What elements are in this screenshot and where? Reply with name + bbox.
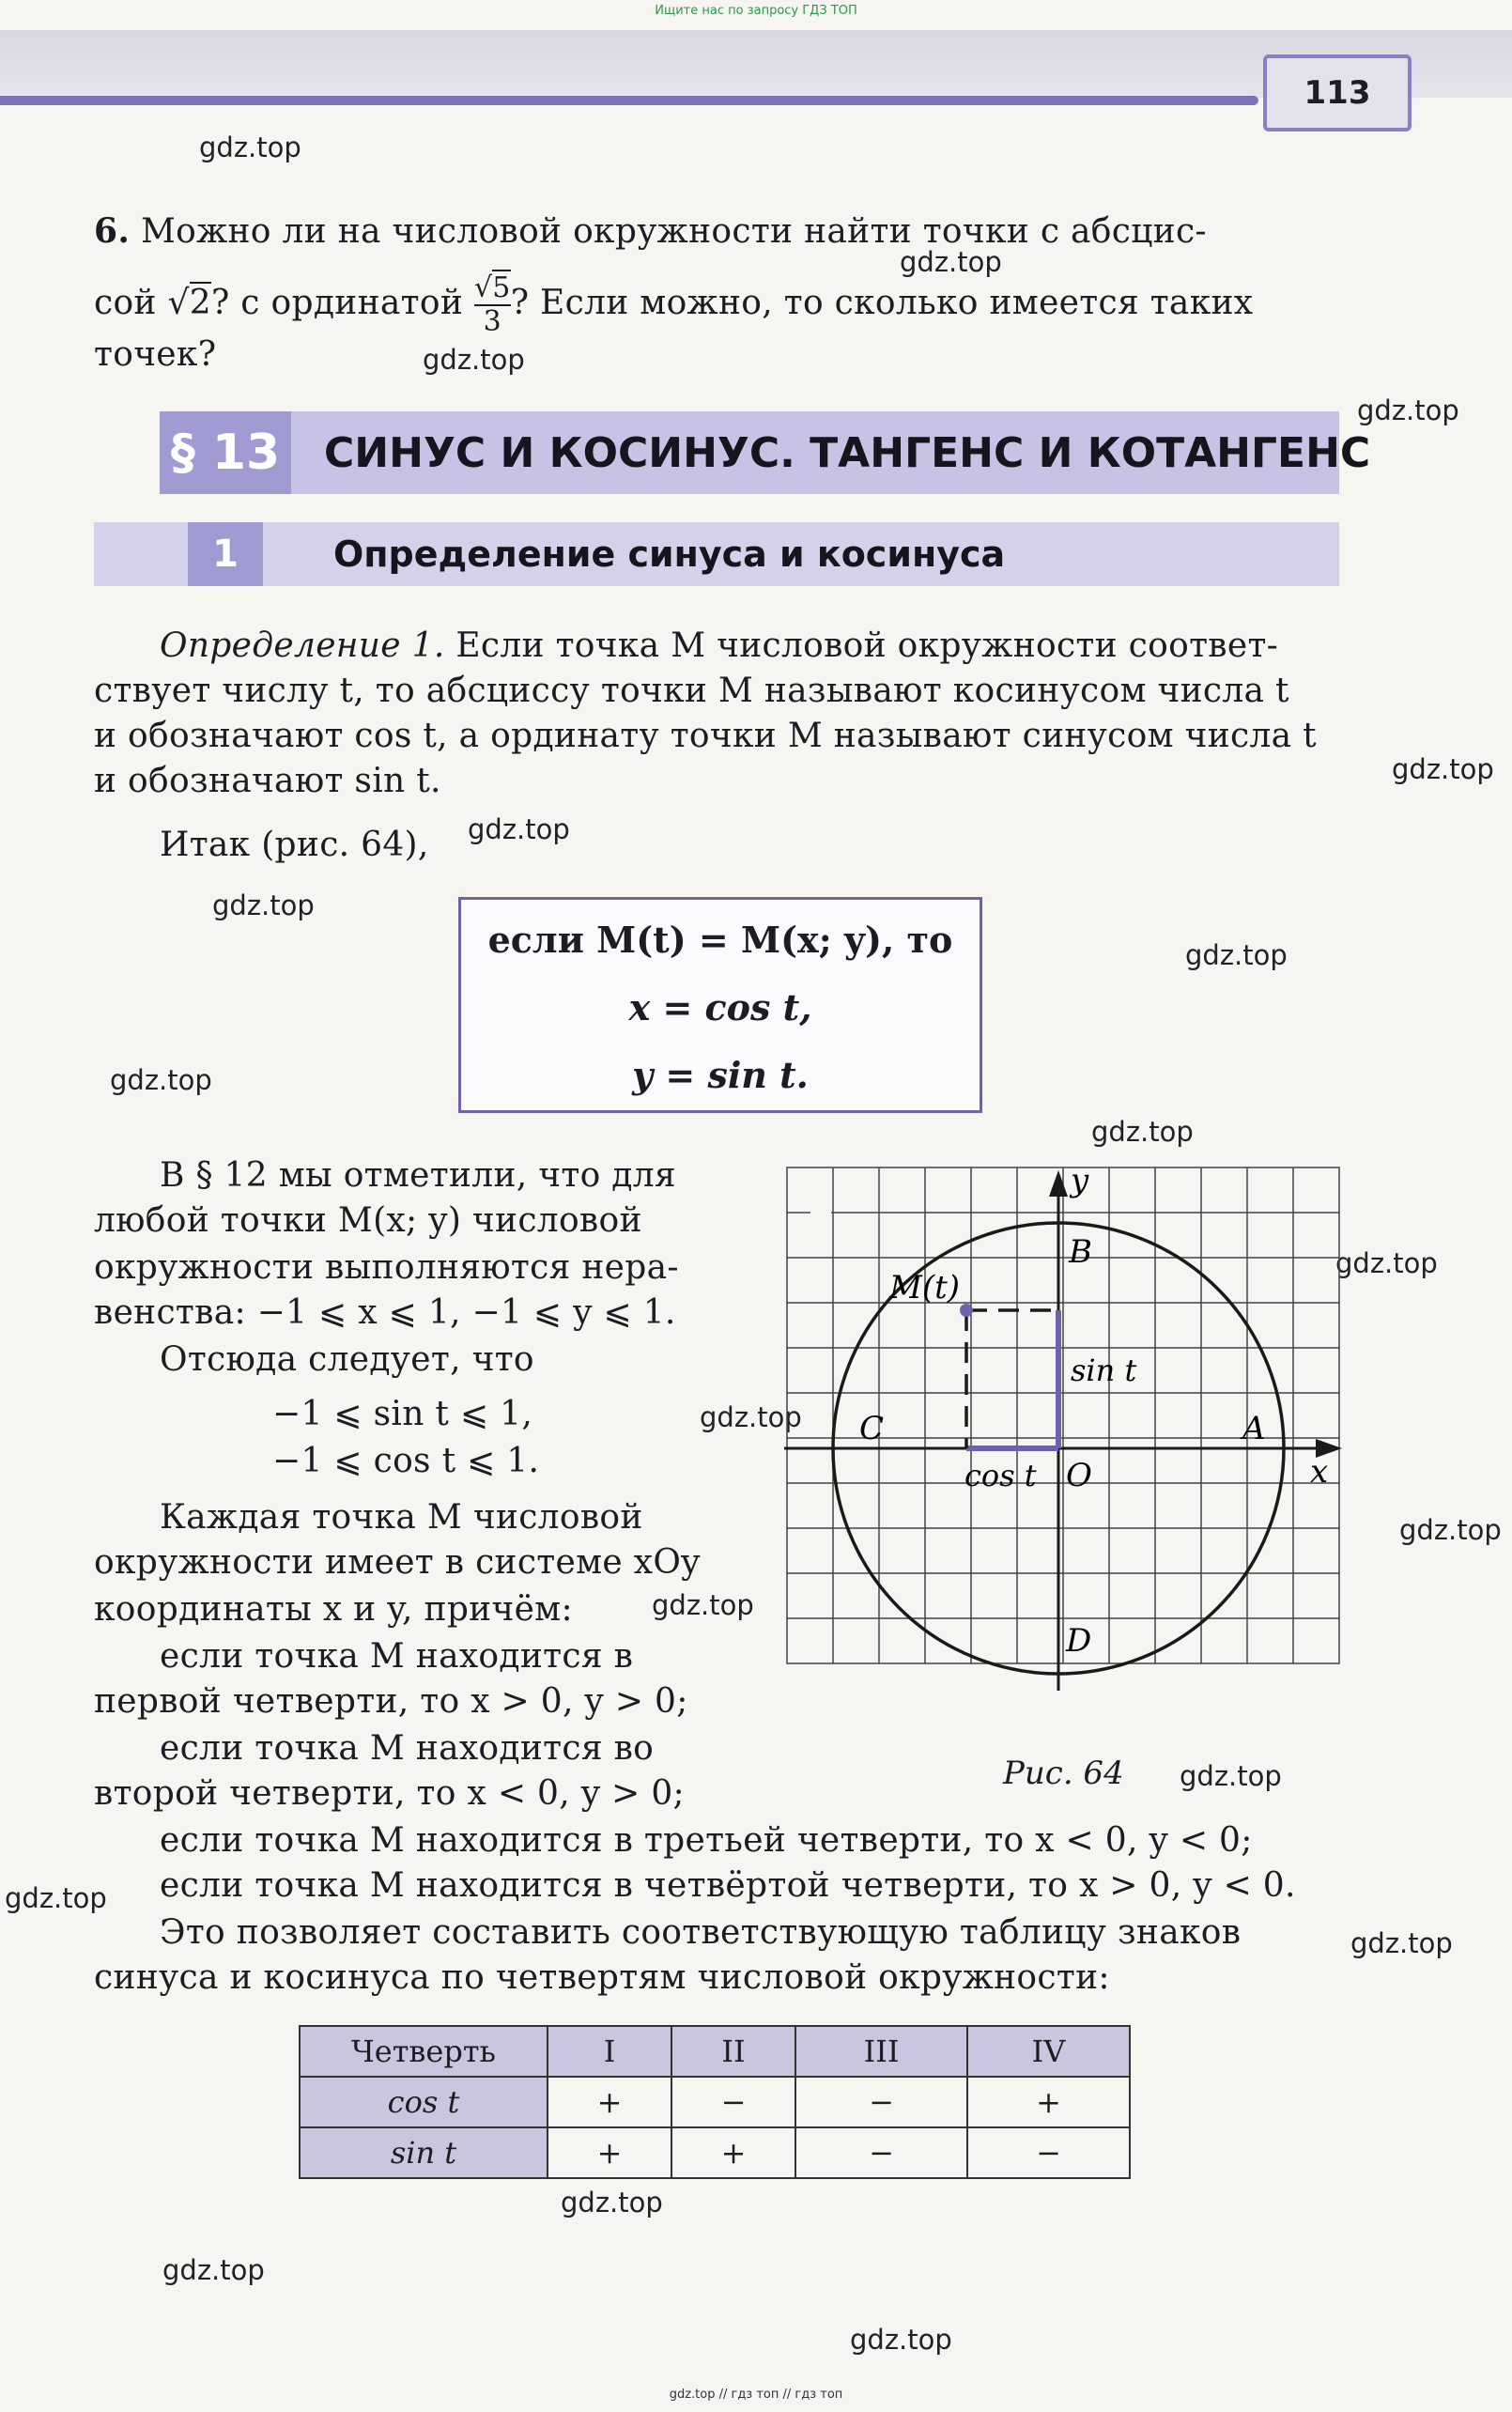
watermark: gdz.top xyxy=(1350,1927,1453,1959)
definition-line: и обозначают sin t. xyxy=(94,762,441,800)
definition-line: и обозначают cos t, а ординату точки M называют синусом числа t xyxy=(94,717,1317,755)
watermark: gdz.top xyxy=(162,2254,265,2286)
table-row xyxy=(300,2127,1130,2178)
body-line: координаты x и y, причём: xyxy=(94,1590,573,1629)
table-header-cell: IV xyxy=(967,2026,1130,2077)
table-cell: + xyxy=(967,2077,1130,2127)
table-cell: + xyxy=(671,2127,795,2178)
point-m xyxy=(960,1304,973,1317)
exercise-number: 6. xyxy=(94,211,131,251)
section-title: СИНУС И КОСИНУС. ТАНГЕНС И КОТАНГЕНС xyxy=(324,428,1371,477)
watermark: gdz.top xyxy=(110,1064,212,1096)
body-line: окружности имеет в системе xOy xyxy=(94,1543,701,1582)
body-line: если точка M находится в четвёртой четверти, то x > 0, y < 0. xyxy=(160,1866,1296,1905)
watermark: gdz.top xyxy=(1335,1247,1438,1279)
watermark: gdz.top xyxy=(652,1589,754,1621)
table-cell: − xyxy=(671,2077,795,2127)
exercise-line: сой √2? с ординатой $\frac{√5}{3}$ ? Если можно, то сколько имеется таких xyxy=(94,271,1254,338)
watermark: gdz.top xyxy=(1399,1514,1502,1546)
table-row xyxy=(300,2077,1130,2127)
watermark: gdz.top xyxy=(1180,1760,1282,1792)
fraction: $\frac{√5}{3}$ xyxy=(473,271,511,338)
watermark: gdz.top xyxy=(199,131,301,163)
watermark: gdz.top xyxy=(1357,394,1459,426)
label-a: A xyxy=(1242,1410,1266,1447)
formula-line: x = cos t, xyxy=(628,986,812,1028)
watermark: gdz.top xyxy=(212,889,315,921)
body-line: второй четверти, то x < 0, y > 0; xyxy=(94,1774,685,1813)
formula-box xyxy=(458,897,982,1113)
watermark: gdz.top xyxy=(1392,753,1494,785)
body-line: −1 ⩽ sin t ⩽ 1, xyxy=(272,1395,533,1433)
table-header-cell: III xyxy=(795,2026,967,2077)
label-o: O xyxy=(1066,1457,1092,1494)
label-sin: sin t xyxy=(1071,1353,1137,1388)
label-d: D xyxy=(1066,1622,1092,1660)
label-cos: cos t xyxy=(964,1458,1037,1493)
top-note: Ищите нас по запросу ГДЗ ТОП xyxy=(655,4,857,18)
label-x: x xyxy=(1310,1453,1329,1491)
table-header-row xyxy=(300,2026,1130,2077)
figure-caption: Рис. 64 xyxy=(1003,1755,1124,1792)
header-rule xyxy=(0,96,1258,105)
watermark: gdz.top xyxy=(423,344,525,376)
formula-line: если M(t) = M(x; y), то xyxy=(487,919,953,961)
definition-line: ствует числу t, то абсциссу точки M называют косинусом числа t xyxy=(94,672,1289,710)
sqrt-expression: √2 xyxy=(167,284,211,322)
subsection-title: Определение синуса и косинуса xyxy=(333,533,1006,575)
unit-circle-figure xyxy=(784,1165,1348,1691)
body-line: Отсюда следует, что xyxy=(160,1340,534,1379)
table-row-label: sin t xyxy=(300,2127,548,2178)
sign-table xyxy=(299,2025,1131,2179)
label-b: B xyxy=(1069,1233,1092,1271)
section-number: § 13 xyxy=(160,411,291,494)
table-header-cell: I xyxy=(548,2026,671,2077)
body-line: если точка M находится в третьей четверти, то x < 0, y < 0; xyxy=(160,1821,1253,1860)
body-line: любой точки M(x; y) числовой xyxy=(94,1201,642,1240)
definition-line: Определение 1. Если точка M числовой окружности соответ- xyxy=(94,624,1343,669)
body-line: В § 12 мы отметили, что для xyxy=(160,1156,676,1195)
table-cell: + xyxy=(548,2127,671,2178)
label-mt: M(t) xyxy=(889,1269,961,1306)
body-line: синуса и косинуса по четвертям числовой окружности: xyxy=(94,1958,1110,1997)
watermark: gdz.top xyxy=(1185,939,1288,971)
table-cell: − xyxy=(967,2127,1130,2178)
watermark: gdz.top xyxy=(561,2187,663,2219)
watermark: gdz.top xyxy=(5,1882,107,1914)
body-line: −1 ⩽ cos t ⩽ 1. xyxy=(272,1442,540,1480)
watermark: gdz.top xyxy=(700,1401,802,1433)
label-c: C xyxy=(859,1410,885,1447)
table-header-cell: Четверть xyxy=(300,2026,548,2077)
label-y: y xyxy=(1071,1165,1089,1199)
definition-label: Определение 1. xyxy=(160,626,445,665)
page-number: 113 xyxy=(1263,54,1412,131)
body-line: Каждая точка M числовой xyxy=(160,1498,643,1537)
watermark: gdz.top xyxy=(900,246,1002,278)
watermark: gdz.top xyxy=(1091,1116,1194,1148)
body-line: окружности выполняются нера- xyxy=(94,1248,679,1287)
exercise-line: 6. Можно ли на числовой окружности найти точки с абсцис- xyxy=(94,211,1207,251)
body-line: венства: −1 ⩽ x ⩽ 1, −1 ⩽ y ⩽ 1. xyxy=(94,1293,676,1332)
bottom-note: gdz.top // гдз топ // гдз топ xyxy=(669,2388,843,2402)
body-line: если точка M находится во xyxy=(160,1729,655,1768)
formula-line: y = sin t. xyxy=(632,1054,809,1096)
watermark: gdz.top xyxy=(850,2324,952,2356)
table-cell: − xyxy=(795,2127,967,2178)
table-cell: + xyxy=(548,2077,671,2127)
table-header-cell: II xyxy=(671,2026,795,2077)
subsection-number: 1 xyxy=(188,522,263,586)
body-line: если точка M находится в xyxy=(160,1637,634,1676)
table-cell: − xyxy=(795,2077,967,2127)
exercise-line: точек? xyxy=(94,335,217,374)
body-line: Это позволяет составить соответствующую таблицу знаков xyxy=(160,1913,1242,1952)
watermark: gdz.top xyxy=(468,813,570,845)
y-axis-arrow xyxy=(1049,1170,1068,1197)
table-row-label: cos t xyxy=(300,2077,548,2127)
itak-text: Итак (рис. 64), xyxy=(160,826,429,864)
body-line: первой четверти, то x > 0, y > 0; xyxy=(94,1682,688,1721)
